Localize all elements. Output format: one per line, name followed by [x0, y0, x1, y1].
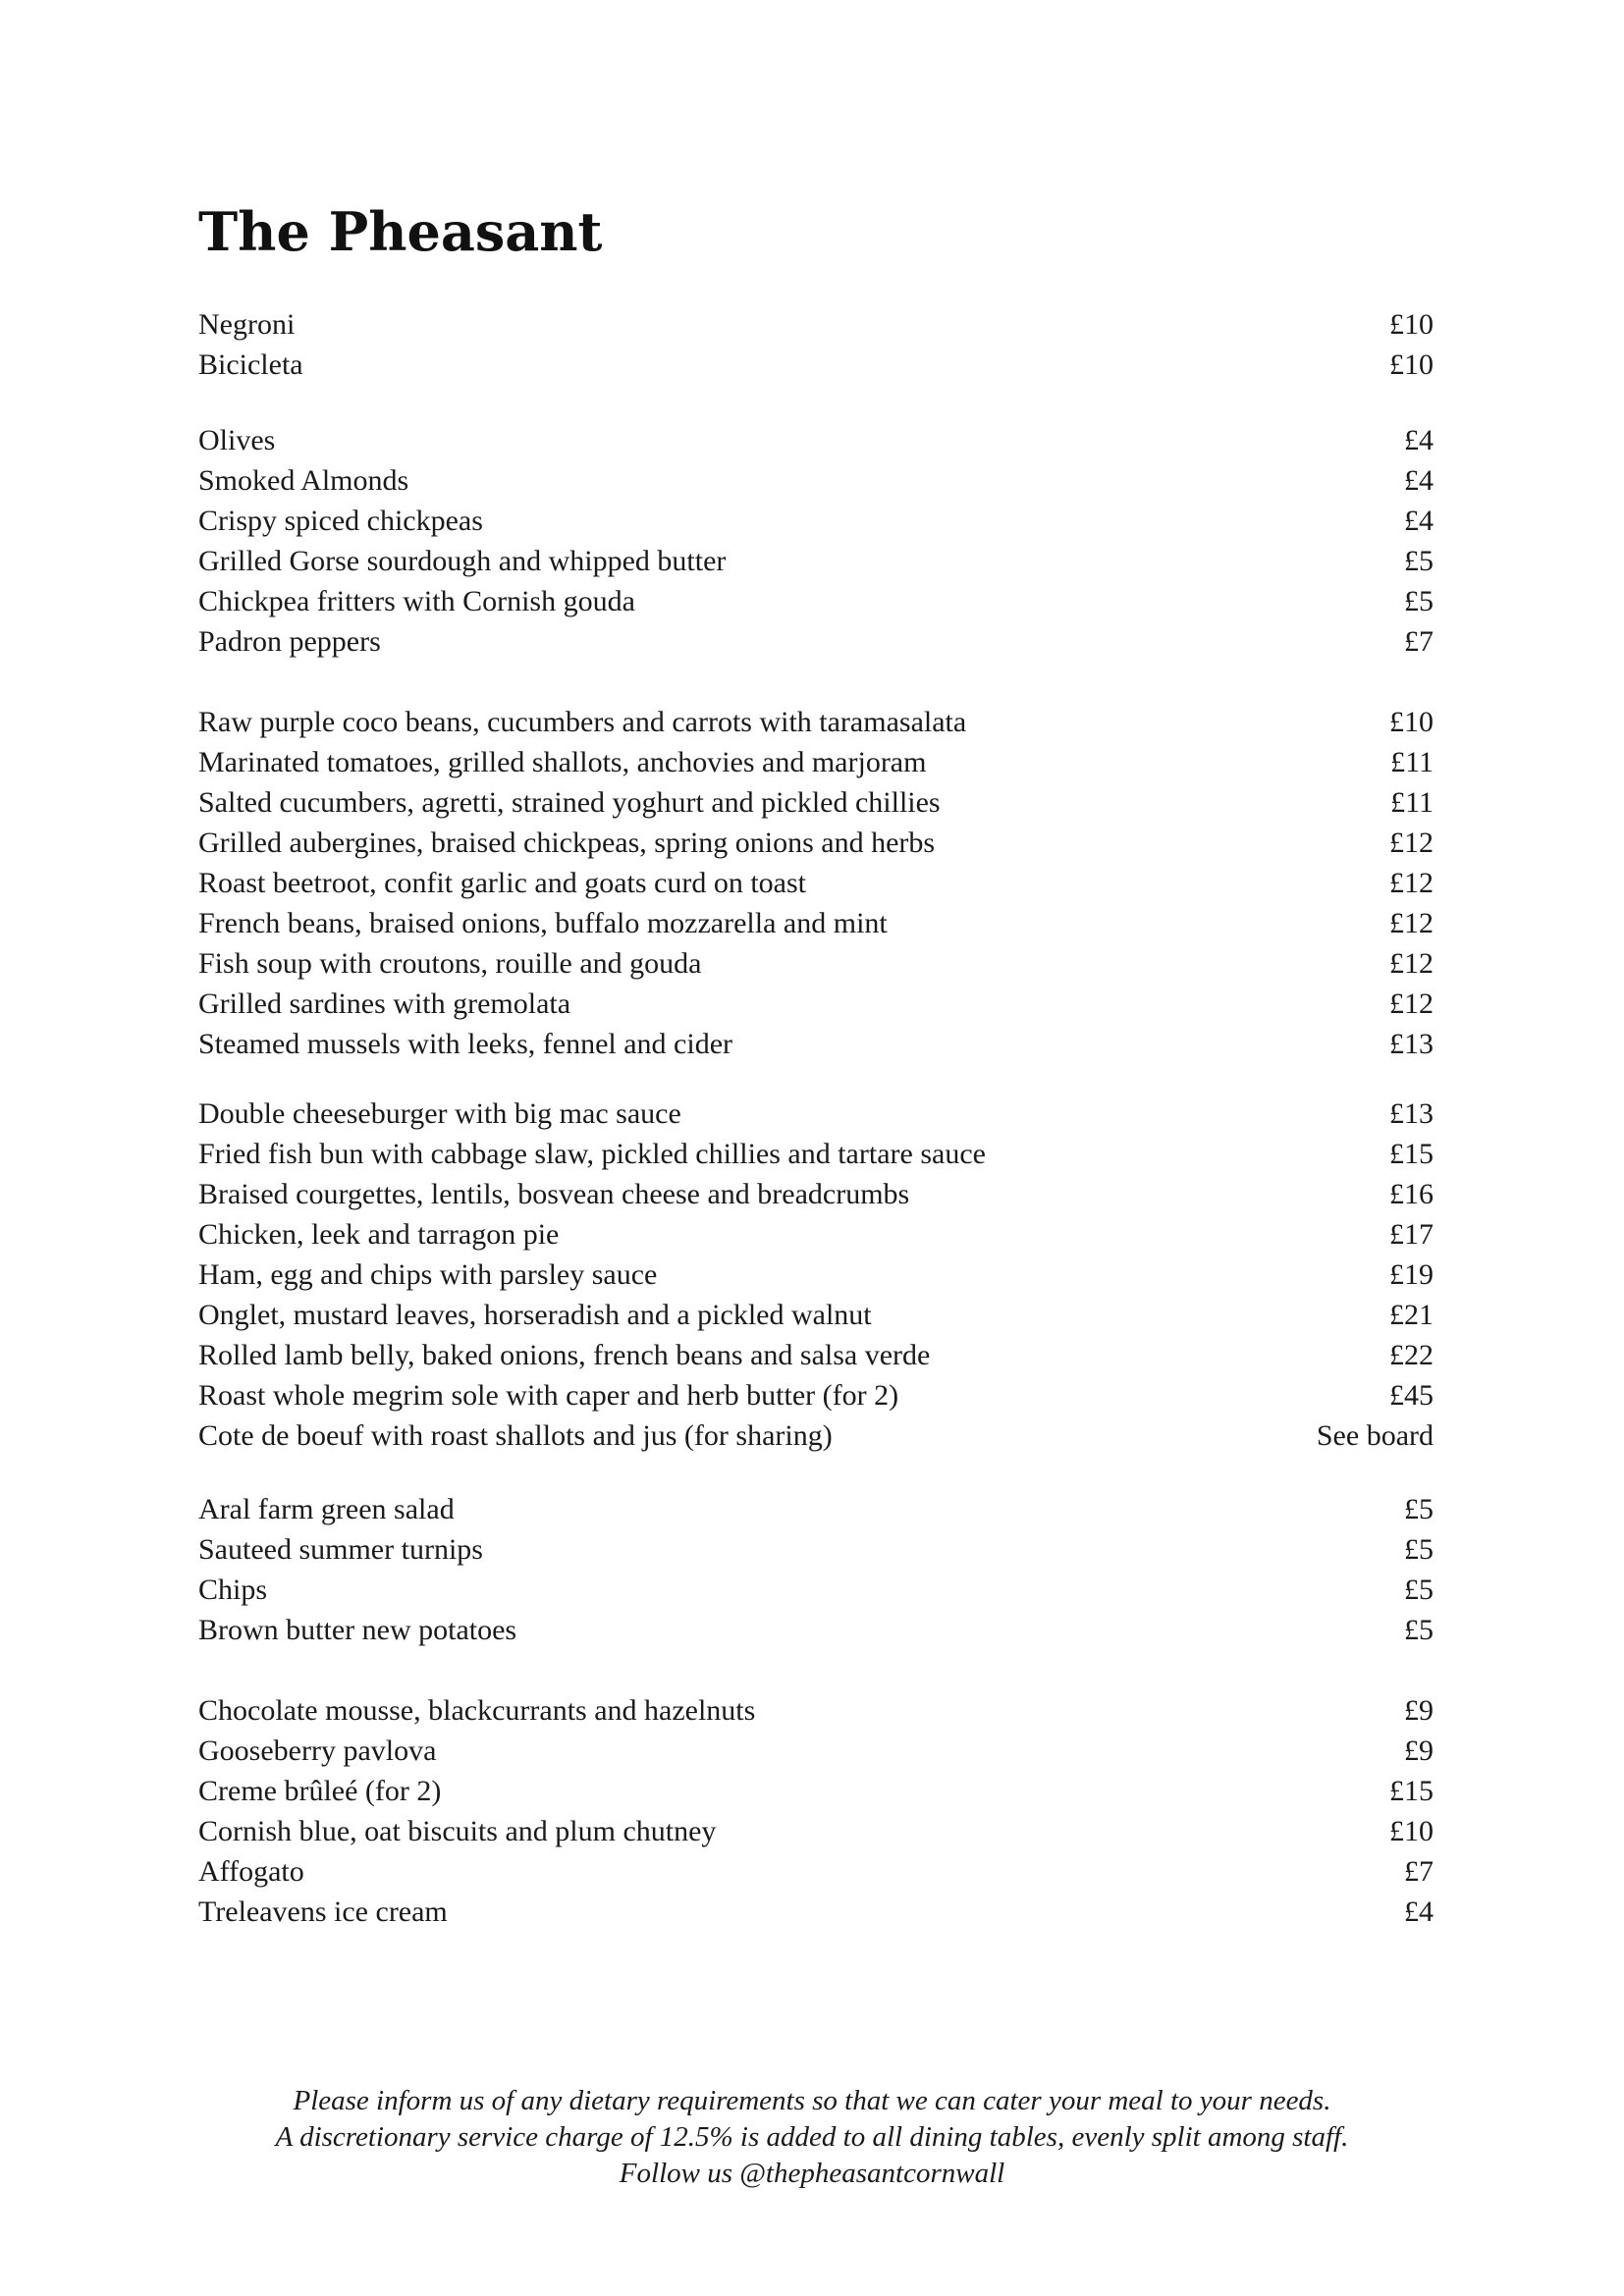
item-price: £5 [1404, 1614, 1434, 1646]
item-price: £13 [1389, 1097, 1434, 1130]
item-price: £21 [1389, 1299, 1434, 1331]
item-price: £7 [1404, 1855, 1434, 1888]
menu-item [198, 1375, 1434, 1415]
item-price: £15 [1389, 1138, 1434, 1170]
item-name: Fish soup with croutons, rouille and gouda [198, 947, 702, 980]
item-name: Chocolate mousse, blackcurrants and hazelnuts [198, 1694, 756, 1727]
item-price: £12 [1389, 827, 1434, 859]
footer-notes [0, 2083, 1624, 2192]
item-price: £45 [1389, 1379, 1434, 1412]
menu-item [198, 304, 1434, 345]
menu-item [198, 1811, 1434, 1851]
item-price: £4 [1404, 1896, 1434, 1928]
item-name: Padron peppers [198, 625, 381, 658]
item-name: Rolled lamb belly, baked onions, french beans and salsa verde [198, 1339, 931, 1371]
menu-item [198, 1415, 1434, 1456]
menu-item [198, 984, 1434, 1024]
menu-item [198, 1690, 1434, 1731]
item-name: Crispy spiced chickpeas [198, 505, 483, 537]
menu-item [198, 501, 1434, 541]
item-name: Affogato [198, 1855, 304, 1888]
item-name: Olives [198, 424, 276, 456]
item-name: Raw purple coco beans, cucumbers and carrots with taramasalata [198, 706, 967, 738]
menu-item [198, 420, 1434, 460]
item-name: Smoked Almonds [198, 464, 409, 497]
item-name: Grilled Gorse sourdough and whipped butter [198, 545, 727, 577]
menu-item [198, 1851, 1434, 1892]
item-name: Grilled aubergines, braised chickpeas, spring onions and herbs [198, 827, 936, 859]
item-name: Fried fish bun with cabbage slaw, pickled chillies and tartare sauce [198, 1138, 986, 1170]
item-price: £4 [1404, 464, 1434, 497]
item-price: £13 [1389, 1028, 1434, 1060]
item-price: £12 [1389, 947, 1434, 980]
menu-item [198, 1570, 1434, 1610]
item-name: Cornish blue, oat biscuits and plum chutney [198, 1815, 717, 1847]
menu-item [198, 702, 1434, 742]
menu-item [198, 1214, 1434, 1255]
item-name: Salted cucumbers, agretti, strained yoghurt and pickled chillies [198, 786, 941, 819]
menu-item [198, 1335, 1434, 1375]
item-price: £16 [1389, 1178, 1434, 1210]
menu-list [198, 304, 1434, 1932]
item-name: Bicicleta [198, 348, 303, 381]
item-price: £15 [1389, 1775, 1434, 1807]
item-price: £19 [1389, 1258, 1434, 1291]
menu-item [198, 1771, 1434, 1811]
item-price: £12 [1389, 867, 1434, 899]
menu-item [198, 1529, 1434, 1570]
item-name: Cote de boeuf with roast shallots and jus (for sharing) [198, 1419, 833, 1452]
item-price: £12 [1389, 988, 1434, 1020]
menu-item [198, 1255, 1434, 1295]
menu-item [198, 541, 1434, 581]
menu-item [198, 943, 1434, 984]
item-price: £22 [1389, 1339, 1434, 1371]
item-name: Steamed mussels with leeks, fennel and cider [198, 1028, 733, 1060]
item-price: £5 [1404, 545, 1434, 577]
item-price: £7 [1404, 625, 1434, 658]
item-price: £12 [1389, 907, 1434, 939]
social-handle: Follow us @thepheasantcornwall [619, 2158, 1005, 2189]
item-name: Roast whole megrim sole with caper and herb butter (for 2) [198, 1379, 899, 1412]
item-name: French beans, braised onions, buffalo mozzarella and mint [198, 907, 888, 939]
menu-item [198, 460, 1434, 501]
item-name: Aral farm green salad [198, 1493, 455, 1525]
menu-item [198, 1892, 1434, 1932]
menu-item [198, 621, 1434, 662]
item-name: Chicken, leek and tarragon pie [198, 1218, 560, 1251]
item-price: £5 [1404, 1493, 1434, 1525]
item-name: Marinated tomatoes, grilled shallots, anchovies and marjoram [198, 746, 927, 778]
menu-item [198, 903, 1434, 943]
section-starters [198, 702, 1434, 1064]
menu-item [198, 863, 1434, 903]
item-price: £9 [1404, 1694, 1434, 1727]
menu-item [198, 1134, 1434, 1174]
menu-item [198, 581, 1434, 621]
item-price: £9 [1404, 1735, 1434, 1767]
item-price: £10 [1389, 308, 1434, 341]
item-name: Gooseberry pavlova [198, 1735, 437, 1767]
item-price: £10 [1389, 706, 1434, 738]
item-name: Creme brûleé (for 2) [198, 1775, 442, 1807]
menu-item [198, 782, 1434, 823]
menu-item [198, 823, 1434, 863]
section-snacks [198, 420, 1434, 662]
dietary-note: Please inform us of any dietary requirements so that we can cater your meal to your needs. [293, 2085, 1331, 2116]
item-price: £10 [1389, 1815, 1434, 1847]
menu-item [198, 1174, 1434, 1214]
item-name: Roast beetroot, confit garlic and goats curd on toast [198, 867, 806, 899]
item-name: Brown butter new potatoes [198, 1614, 517, 1646]
item-name: Chips [198, 1574, 268, 1606]
menu-item [198, 1094, 1434, 1134]
item-name: Treleavens ice cream [198, 1896, 448, 1928]
section-desserts [198, 1690, 1434, 1932]
item-price: £11 [1390, 746, 1434, 778]
menu-item [198, 345, 1434, 385]
item-price: See board [1316, 1419, 1434, 1452]
item-price: £17 [1389, 1218, 1434, 1251]
item-name: Chickpea fritters with Cornish gouda [198, 585, 635, 617]
item-name: Onglet, mustard leaves, horseradish and a pickled walnut [198, 1299, 872, 1331]
item-name: Double cheeseburger with big mac sauce [198, 1097, 681, 1130]
item-price: £10 [1389, 348, 1434, 381]
menu-item [198, 1489, 1434, 1529]
section-drinks [198, 304, 1434, 385]
item-name: Grilled sardines with gremolata [198, 988, 571, 1020]
section-sides [198, 1489, 1434, 1650]
section-mains [198, 1094, 1434, 1456]
menu-item [198, 1731, 1434, 1771]
menu-item [198, 1295, 1434, 1335]
item-name: Negroni [198, 308, 296, 341]
item-price: £11 [1390, 786, 1434, 819]
item-name: Braised courgettes, lentils, bosvean cheese and breadcrumbs [198, 1178, 910, 1210]
item-price: £5 [1404, 585, 1434, 617]
item-name: Ham, egg and chips with parsley sauce [198, 1258, 658, 1291]
item-price: £4 [1404, 505, 1434, 537]
item-price: £5 [1404, 1574, 1434, 1606]
item-name: Sauteed summer turnips [198, 1533, 483, 1566]
item-price: £4 [1404, 424, 1434, 456]
menu-item [198, 1610, 1434, 1650]
item-price: £5 [1404, 1533, 1434, 1566]
menu-item [198, 1024, 1434, 1064]
service-charge-note: A discretionary service charge of 12.5% is added to all dining tables, evenly split among staff. [275, 2121, 1349, 2153]
menu-item [198, 742, 1434, 782]
page-title: The Pheasant [198, 200, 603, 263]
